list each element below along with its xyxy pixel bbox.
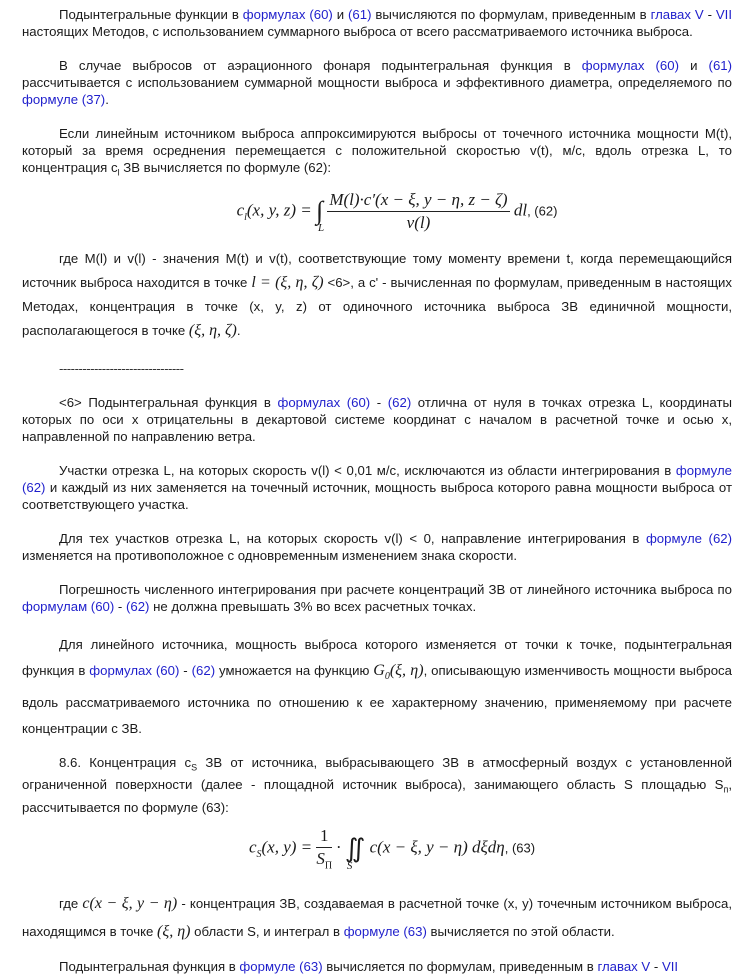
paragraph-5: Участки отрезка L, на которых скорость v(l) < 0,01 м/с, исключаются из области интегрирования в формуле (62) и каждый из них заменяется на точечный источник, мощность выброса которого равна мощности выброса от соответствующего участка. [22, 462, 732, 512]
link-formulas-60[interactable]: формулах (60) [242, 7, 333, 22]
link-formula-62[interactable]: формуле (62) [645, 530, 732, 546]
link-chapter-vii[interactable]: VII [661, 958, 679, 974]
link-formula[interactable]: формуле [675, 462, 732, 478]
paragraph-10: где c(x − ξ, y − η) - концентрация ЗВ, создаваемая в расчетной точке (x, y) точечным источником выброса, находящимся в точке (ξ, η) области S, и интеграл в формуле (63) вычисляется по этой области. [22, 894, 732, 940]
link-formulas-60[interactable]: формулах (60) [277, 394, 371, 410]
double-integral-sign: ∬ S [344, 833, 366, 872]
fraction: $\frac{M(l)\cdot c'(x - \xi, y - \eta, z - \zeta)}{v(l)}$ [329, 189, 508, 232]
link-formulas-60[interactable]: формулах (60) [581, 58, 679, 73]
formula-62: $c_l(x$, y, z) = ∫ L $\frac{M(l)\cdot c'(x - \xi, y - \eta, z - \zeta)}{v(l)}$ dl, (62) [236, 189, 558, 235]
link-formula-62[interactable]: (62) [125, 598, 150, 614]
link-formula-37[interactable]: формуле (37) [22, 92, 106, 107]
link-formula-62[interactable]: (62) [387, 394, 412, 410]
paragraph-1: Подынтегральные функции в формулах (60) и (61) вычисляются по формулам, приведенным в главах V - VII настоящих Методов, с использованием суммарного выброса от всего рассматриваемого источника выброса. [22, 7, 733, 39]
math-c-function: c(x − ξ, y − η) [82, 894, 178, 912]
link-formula-61[interactable]: (61) [708, 58, 732, 73]
footnote-separator: -------------------------------- [59, 360, 184, 376]
link-chapter-vii[interactable]: VII [715, 7, 733, 22]
math-g0-function: $G_0(\xi$, η) [373, 661, 424, 682]
link-chapter-v[interactable]: главах V [597, 958, 651, 974]
math-point-l: l = (ξ, η, ζ) [251, 273, 324, 291]
math-point-xi-eta-zeta: (ξ, η, ζ) [188, 321, 237, 339]
link-formula-63[interactable]: формуле (63) [343, 923, 427, 939]
fraction: $\frac{1}{S_П}$ [316, 826, 333, 872]
link-chapter-v[interactable]: главах V [650, 7, 704, 22]
paragraph-8-6: 8.6. Концентрация $c_S$ ЗВ от источника, выбрасывающего ЗВ в атмосферный воздух с установленной ограниченной поверхности (далее - площадной источник выброса), занимающего область S площадью $S_п$, рассчитывается по формуле (63): [22, 754, 733, 816]
paragraph-6: Для тех участков отрезка L, на которых скорость v(l) < 0, направление интегрирования в формуле (62) изменяется на противоположное с одновременным изменением знака скорости. [22, 530, 732, 563]
paragraph-2: В случае выбросов от аэрационного фонаря подынтегральная функция в формулах (60) и (61) рассчитывается с использованием суммарной мощности выброса и эффективного диаметра, определяемого по формуле (37). [22, 58, 732, 107]
link-formula-62[interactable]: (62) [191, 662, 216, 678]
link-formula-62[interactable]: (62) [22, 479, 46, 495]
link-formulas-60[interactable]: формулах (60) [89, 662, 180, 678]
paragraph-4: где M(l) и v(l) - значения M(t) и v(t), соответствующие тому моменту времени t, когда перемещающийся источник выброса находится в точке l = (ξ, η, ζ) <6>, а c' - вычисленная по формулам, приведенным в настоящих Методах, концентрация в точке (x, y, z) от одиночного источника выброса ЗВ единичной мощности, располагающегося в точке (ξ, η, ζ). [22, 250, 733, 339]
paragraph-7: Погрешность численного интегрирования при расчете концентраций ЗВ от линейного источника выброса по формулам (60) - (62) не должна превышать 3% во всех расчетных точках. [22, 581, 732, 614]
link-formula-61[interactable]: (61) [348, 7, 372, 22]
link-formulas-60[interactable]: формулам (60) [22, 598, 115, 614]
paragraph-11: Подынтегральная функция в формуле (63) вычисляется по формулам, приведенным в главах V - VII [59, 958, 679, 974]
paragraph-3: Если линейным источником выброса аппроксимируются выбросы от точечного источника мощности M(t), который за время осреднения перемещается с положительной скоростью v(t), м/с, вдоль отрезка L, то концентрация $c_l$ ЗВ вычисляется по формуле (62): [22, 126, 732, 178]
footnote-6: <6> Подынтегральная функция в формулах (60) - (62) отлична от нуля в точках отрезка L, координаты которых по оси x отрицательны в декартовой системе координат с началом в расчетной точке и осью x, направленной по направлению ветра. [22, 394, 732, 444]
formula-63: $c_S(x$, y) = $\frac{1}{S_П}$ · ∬ S c(x − ξ, y − η) dξdη, (63) [248, 826, 536, 872]
paragraph-8: Для линейного источника, мощность выброса которого изменяется от точки к точке, подынтегральная функция в формулах (60) - (62) умножается на функцию $G_0(\xi$, η), описывающую изменчивость мощности выброса вдоль рассматриваемого источника по отношению к ее характерному значению, применяемому при расчете концентрации c ЗВ. [22, 636, 732, 736]
math-point-xi-eta: (ξ, η) [157, 922, 191, 940]
integral-sign: ∫ L [315, 196, 325, 235]
link-formula-63[interactable]: формуле (63) [239, 958, 323, 974]
